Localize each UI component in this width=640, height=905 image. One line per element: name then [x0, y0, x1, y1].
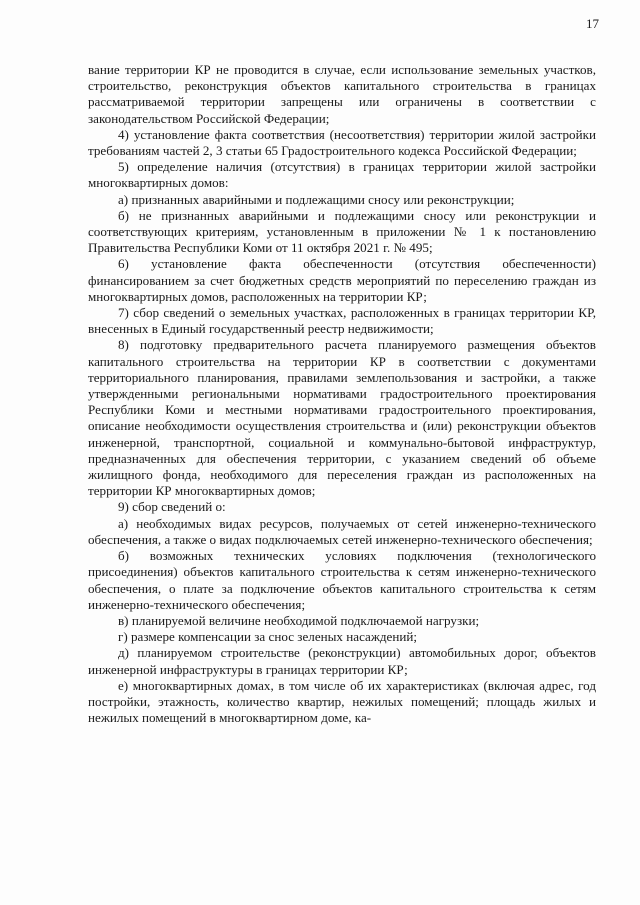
page-number: 17: [586, 16, 599, 31]
paragraph-item-4: 4) установление факта соответствия (несоответствия) территории жилой застройки требованиям частей 2, 3 статьи 65 Градостроительного кодекса Российской Федерации;: [88, 126, 596, 159]
paragraph-item-9v: в) планируемой величине необходимой подключаемой нагрузки;: [118, 612, 480, 628]
paragraph-item-8: 8) подготовку предварительного расчета планируемого размещения объектов капитального строительства на территории КР в соответствии с документами территориального планирования, правилами землепользования и застройки, а также утвержденными региональными нормативами градостроительного проектирования Республики Коми и местными нормативами градостроительного проектирования, описание необходимости осуществления строительства и (или) реконструкции объектов инженерной, транспортной, социальной и коммунально-бытовой инфраструктур, предназначенных для обеспечения территории, с указанием сведений об объеме жилищного фонда, необходимого для переселения граждан из расположенных на территории КР многоквартирных домов;: [88, 337, 596, 499]
paragraph-item-9: 9) сбор сведений о:: [118, 499, 226, 515]
paragraph-item-5: 5) определение наличия (отсутствия) в границах территории жилой застройки многоквартирных домов:: [88, 159, 596, 191]
paragraph-item-5b: б) не признанных аварийными и подлежащими сносу или реконструкции и соответствующих критериям, установленным в приложении № 1 к постановлению Правительства Республики Коми от 11 октября 2021 г. № 495;: [88, 207, 596, 256]
paragraph-continuation: вание территории КР не проводится в случае, если использование земельных участков, строительство, реконструкция объектов капитального строительства в границах рассматриваемой территории запрещены или ограничены в соответствии с законодательством Российской Федерации;: [88, 62, 596, 126]
paragraph-item-9a: а) необходимых видах ресурсов, получаемых от сетей инженерно-технического обеспечения, а также о видах подключаемых сетей инженерно-технического обеспечения;: [88, 515, 596, 547]
paragraph-item-5a: а) признанных аварийными и подлежащими сносу или реконструкции;: [118, 191, 515, 207]
paragraph-item-9g: г) размере компенсации за снос зеленых насаждений;: [118, 629, 418, 645]
document-body: [88, 62, 596, 726]
paragraph-item-6: 6) установление факта обеспеченности (отсутствия обеспеченности) финансированием за счет бюджетных средств мероприятий по переселению граждан из многоквартирных домов, расположенных на территории КР;: [88, 256, 596, 304]
paragraph-item-9e: е) многоквартирных домах, в том числе об их характеристиках (включая адрес, год постройки, этажность, количество квартир, нежилых помещений; площадь жилых и нежилых помещений в многоквартирном доме, ка-: [88, 677, 596, 726]
paragraph-item-9d: д) планируемом строительстве (реконструкции) автомобильных дорог, объектов инженерной инфраструктуры в границах территории КР;: [88, 645, 596, 677]
paragraph-item-9b: б) возможных технических условиях подключения (технологического присоединения) объектов капитального строительства к сетям инженерно-технического обеспечения, о плате за подключение объектов капитального строительства к сетям инженерно-технического обеспечения;: [88, 548, 596, 612]
paragraph-item-7: 7) сбор сведений о земельных участках, расположенных в границах территории КР, внесенных в Единый государственный реестр недвижимости;: [88, 305, 596, 337]
